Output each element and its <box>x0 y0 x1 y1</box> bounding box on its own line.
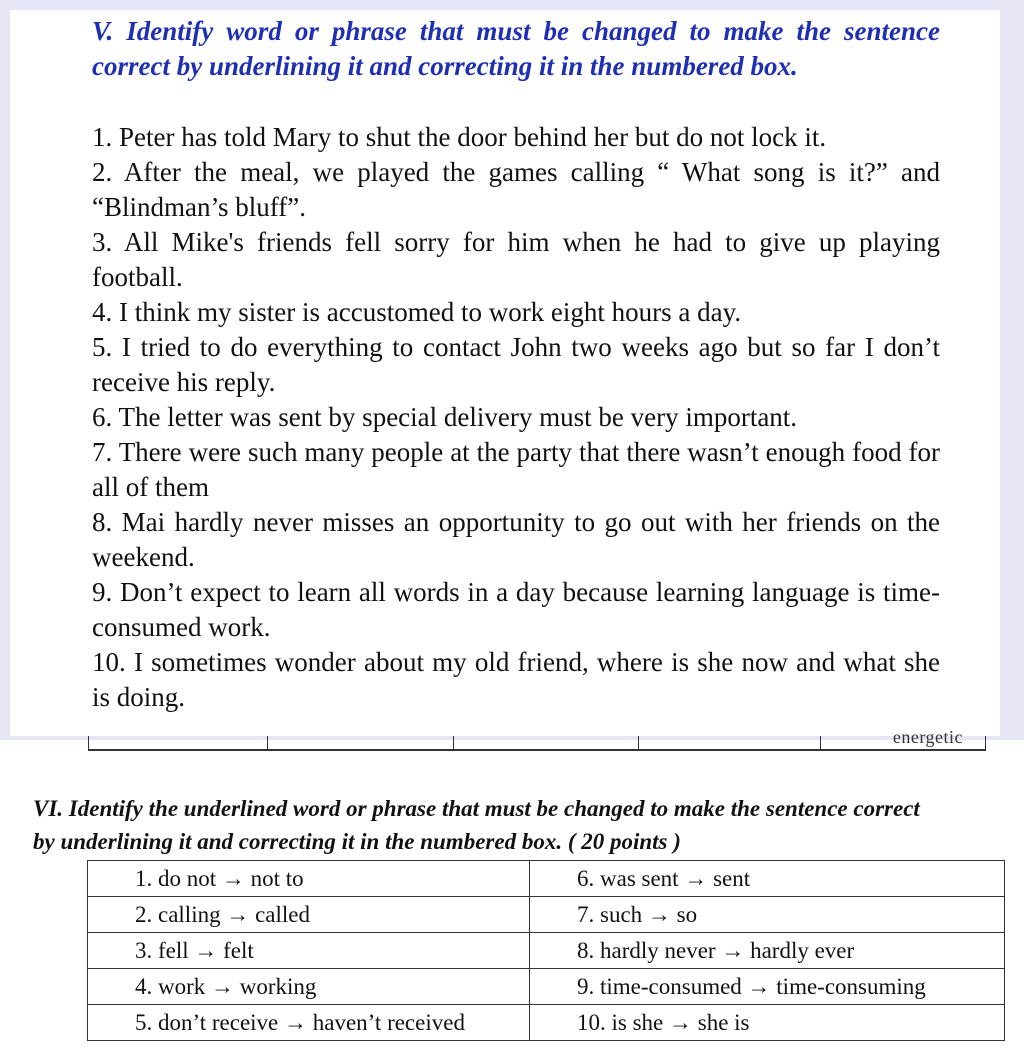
answer-cell: 4. work → working <box>88 969 530 1005</box>
section-6-title <box>33 792 1024 858</box>
answer-cell: 7. such → so <box>530 897 1005 933</box>
section-6-title-line-1: VI. Identify the underlined word or phrase that must be changed to make the sentence correct <box>33 796 920 821</box>
question-item: 9. Don’t expect to learn all words in a day because learning language is time-consumed work. <box>92 577 940 642</box>
question-item: 8. Mai hardly never misses an opportunity to go out with her friends on the weekend. <box>92 507 940 572</box>
answer-cell: 2. calling → called <box>88 897 530 933</box>
question-item: 4. I think my sister is accustomed to work eight hours a day. <box>92 297 742 327</box>
question-item: 7. There were such many people at the party that there wasn’t enough food for all of them <box>92 437 940 502</box>
answer-cell: 6. was sent → sent <box>530 861 1005 897</box>
answer-table <box>87 860 1005 1041</box>
table-divider <box>638 736 639 751</box>
section-6-title-line-2: by underlining it and correcting it in the numbered box. ( 20 points ) <box>33 829 681 854</box>
answer-cell: 8. hardly never → hardly ever <box>530 933 1005 969</box>
table-row <box>88 861 1005 897</box>
answer-cell: 1. do not → not to <box>88 861 530 897</box>
question-item: 3. All Mike's friends fell sorry for him when he had to give up playing football. <box>92 227 940 292</box>
cut-table-fragment <box>88 727 986 751</box>
question-item: 6. The letter was sent by special delivery must be very important. <box>92 402 798 432</box>
answer-cell: 10. is she → she is <box>530 1005 1005 1041</box>
question-item: 1. Peter has told Mary to shut the door behind her but do not lock it. <box>92 122 827 152</box>
question-list <box>92 120 940 715</box>
question-item: 5. I tried to do everything to contact John two weeks ago but so far I don’t receive his reply. <box>92 332 940 397</box>
table-divider <box>453 736 454 751</box>
table-row <box>88 897 1005 933</box>
table-divider <box>820 736 821 751</box>
table-row <box>88 933 1005 969</box>
section-5-title: V. Identify word or phrase that must be changed to make the sentence correct by underlining it and correcting it in the numbered box. <box>92 16 940 81</box>
answer-cell: 9. time-consumed → time-consuming <box>530 969 1005 1005</box>
table-divider <box>267 736 268 751</box>
table-row <box>88 1005 1005 1041</box>
table-row <box>88 969 1005 1005</box>
answer-cell: 5. don’t receive → haven’t received <box>88 1005 530 1041</box>
answer-cell: 3. fell → felt <box>88 933 530 969</box>
question-item: 10. I sometimes wonder about my old friend, where is she now and what she is doing. <box>92 647 940 712</box>
cut-off-word: energetic <box>892 727 963 747</box>
question-item: 2. After the meal, we played the games calling “ What song is it?” and “Blindman’s bluff”. <box>92 157 940 222</box>
